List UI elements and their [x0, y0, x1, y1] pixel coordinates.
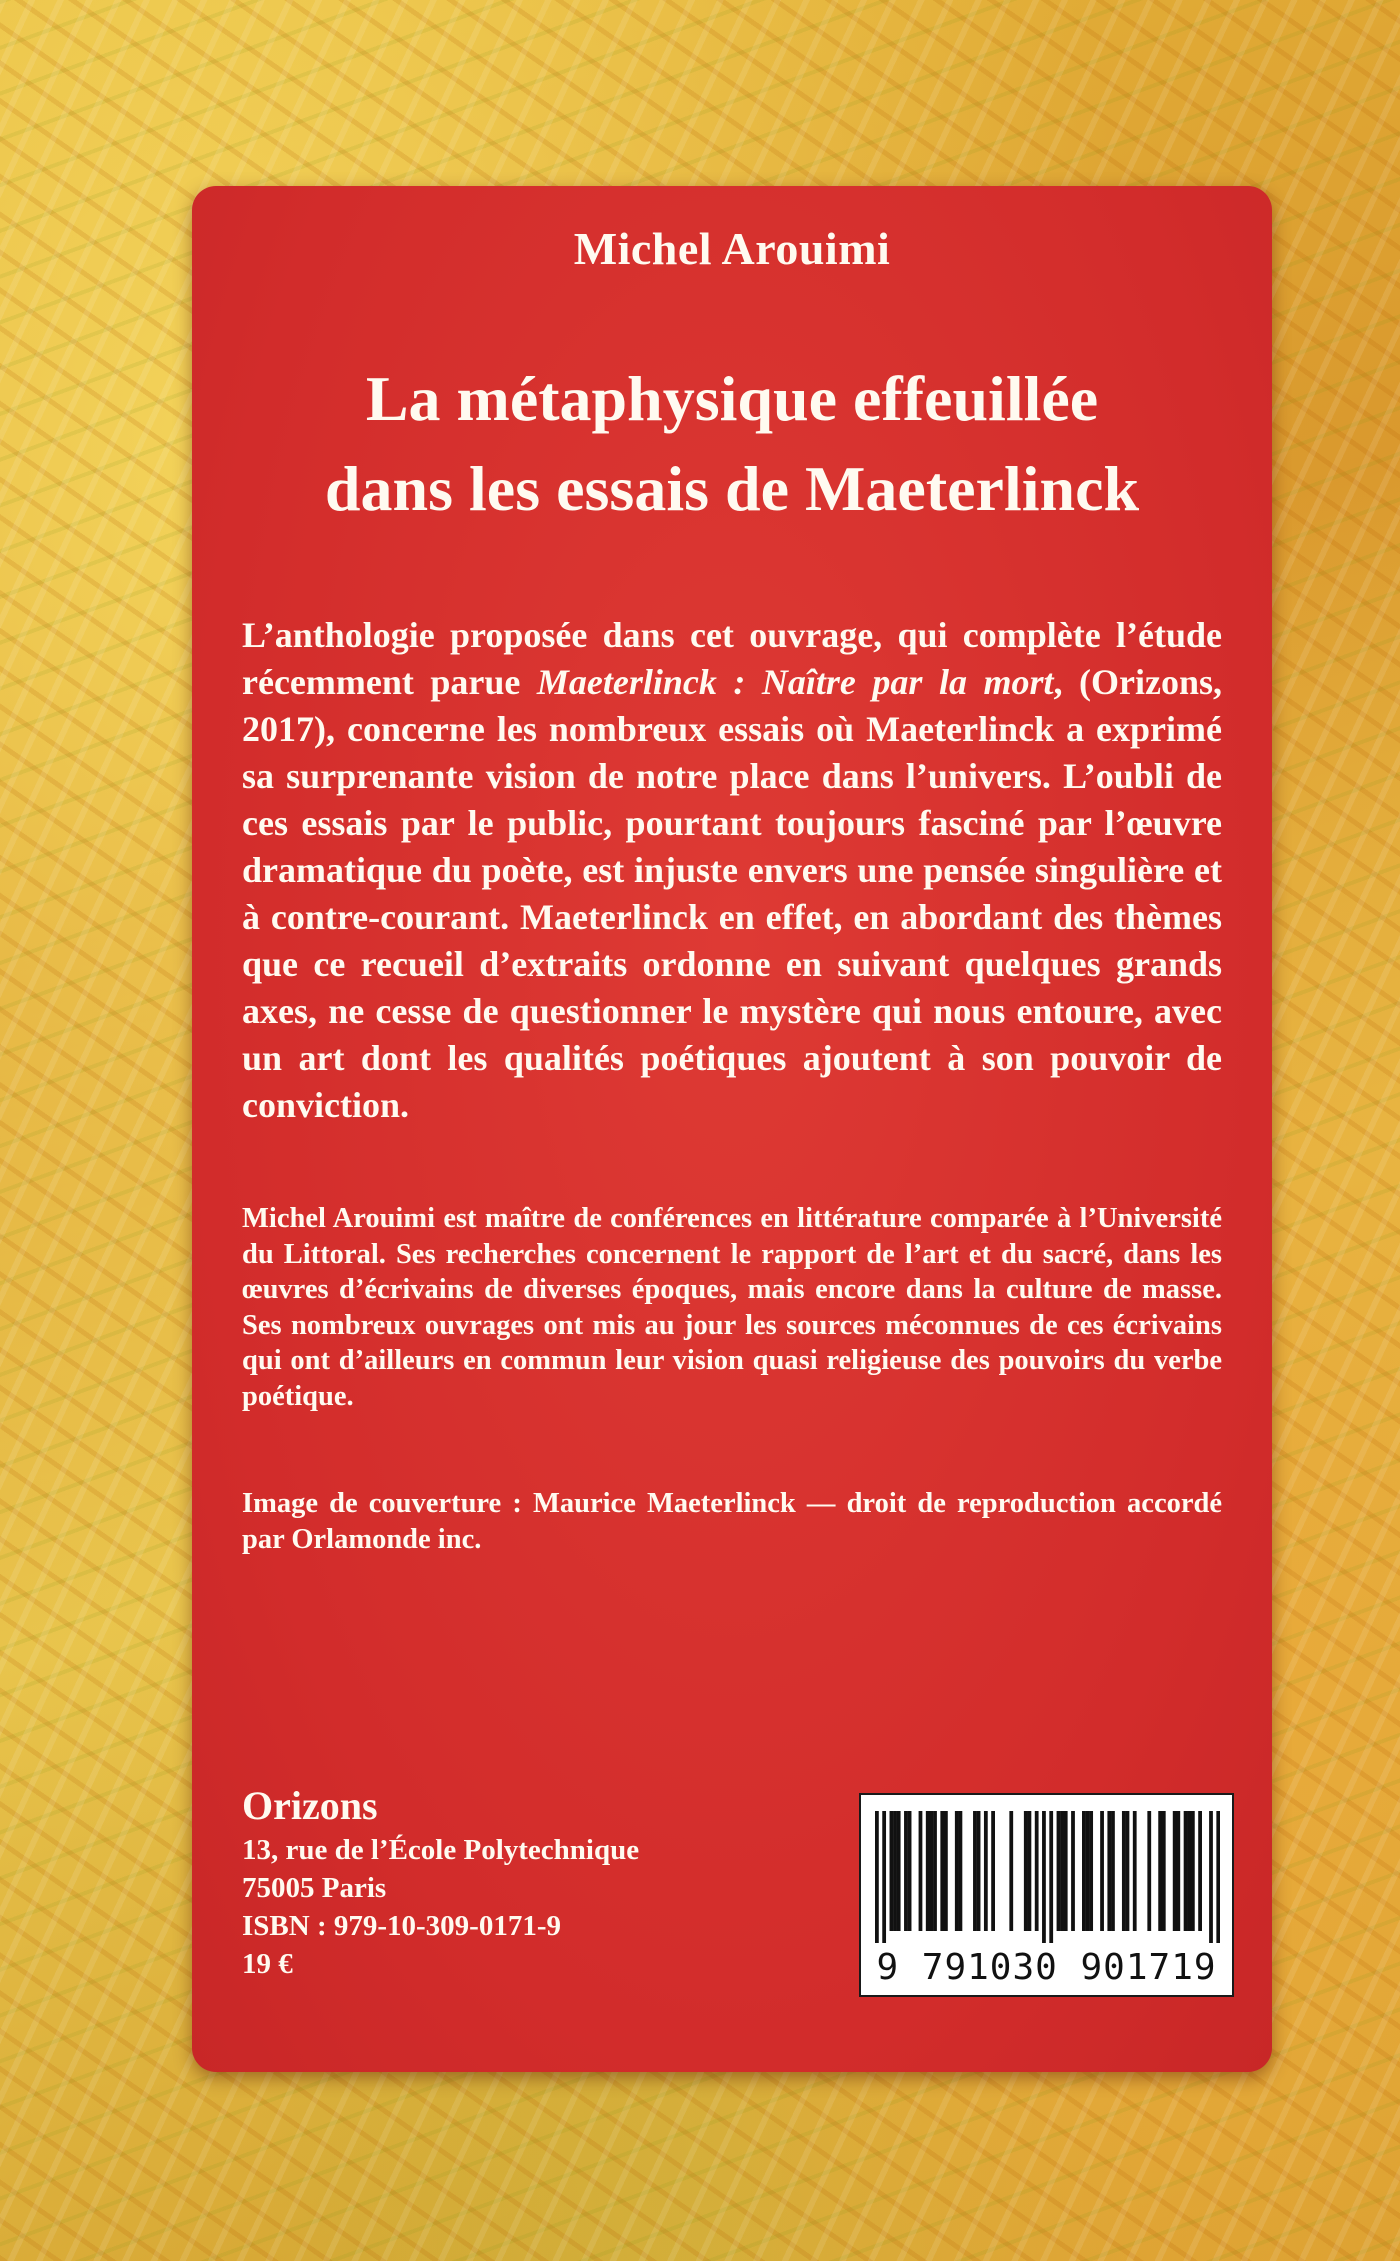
publisher-address-city: 75005 Paris: [242, 1872, 387, 1904]
barcode-bar: [955, 1811, 959, 1931]
barcode-bar: [1187, 1811, 1191, 1931]
publisher-name: Orizons: [242, 1783, 378, 1828]
barcode-bar: [1049, 1811, 1053, 1943]
barcode-bar: [904, 1811, 908, 1931]
barcode-bar: [933, 1811, 937, 1931]
barcode-bar: [1100, 1811, 1104, 1931]
barcode-bar: [944, 1811, 948, 1931]
barcode-bar: [1064, 1811, 1068, 1931]
barcode-bar: [1060, 1811, 1064, 1931]
price: 19 €: [242, 1948, 293, 1980]
barcode-bar: [890, 1811, 894, 1931]
publisher-address-street: 13, rue de l’École Polytechnique: [242, 1834, 640, 1866]
barcode-bar: [926, 1811, 930, 1931]
isbn-barcode: [859, 1793, 1234, 1997]
barcode-bar: [882, 1811, 886, 1943]
barcode-bar: [1107, 1811, 1111, 1931]
barcode-bar: [1042, 1811, 1046, 1943]
blurb-cited-title: Maeterlinck : Naître par la mort: [536, 662, 1054, 702]
barcode-bar: [1209, 1811, 1213, 1943]
barcode-bar: [1057, 1811, 1061, 1931]
barcode-bar: [908, 1811, 912, 1931]
barcode-bar: [919, 1811, 923, 1931]
back-cover-panel: [192, 186, 1272, 2072]
barcode-bar: [1191, 1811, 1195, 1931]
barcode-bar: [940, 1811, 944, 1931]
blurb-text-1: L’anthologie proposée dans cet ouvrage, qui complète l’étude récemment parue: [242, 615, 1222, 702]
barcode-bar: [1035, 1811, 1039, 1931]
blurb-text-2: , (Orizons, 2017), concerne les nombreux essais où Maeterlinck a exprimé sa surprenante vision de notre place dans l’univers. L’oubli de ces essais par le public, pourtant toujours fasciné par l’œuvre dramatique du poète, est injuste envers une pensée singulière et à contre-courant. Maeterlinck en effet, en abordant des thèmes que ce recueil d’extraits ordonne en suivant quelques grands axes, ne cesse de questionner le mystère qui nous entoure, avec un art dont les qualités poétiques ajoutent à son pouvoir de conviction.: [242, 662, 1222, 1125]
image-credit: Image de couverture : Maurice Maeterlinck — droit de reproduction accordé par Orlamonde inc.: [242, 1488, 1222, 1555]
barcode-bar: [893, 1811, 897, 1931]
barcode-digits: 9 791030 901719: [876, 1947, 1217, 1988]
author-name: Michel Arouimi: [573, 223, 891, 274]
barcode-bar: [977, 1811, 981, 1931]
barcode-bar: [897, 1811, 901, 1931]
isbn: ISBN : 979-10-309-0171-9: [242, 1910, 561, 1942]
barcode-bar: [1198, 1811, 1202, 1931]
barcode-bar: [1162, 1811, 1166, 1931]
barcode-bar: [1122, 1811, 1126, 1931]
book-title: [192, 354, 1272, 534]
barcode-bar: [875, 1811, 879, 1943]
barcode-bar: [1184, 1811, 1188, 1931]
barcode-bar: [959, 1811, 963, 1931]
barcode-bar: [1111, 1811, 1115, 1931]
publisher-info: [242, 1781, 639, 1983]
author-bio: Michel Arouimi est maître de conférences en littérature comparée à l’Université du Littoral. Ses recherches concernent le rapport de l’art et du sacré, dans les œuvres d’écrivains de diverses époques, mais encore dans la culture de masse. Ses nombreux ouvrages ont mis au jour les sources méconnues de ces écrivains qui ont d’ailleurs en commun leur vision quasi religieuse des pouvoirs du verbe poétique.: [242, 1203, 1222, 1412]
barcode-bar: [1173, 1811, 1177, 1931]
barcode-bar: [1082, 1811, 1086, 1931]
barcode-bars: [875, 1811, 1220, 1943]
title-line-1: La métaphysique effeuillée: [365, 363, 1099, 434]
barcode-bar: [1216, 1811, 1220, 1943]
barcode-bar: [1086, 1811, 1090, 1931]
title-line-2: dans les essais de Maeterlinck: [324, 453, 1140, 524]
barcode-bar: [1071, 1811, 1075, 1931]
barcode-bar: [1024, 1811, 1028, 1931]
barcode-bar: [929, 1811, 933, 1931]
barcode-bar: [984, 1811, 988, 1931]
barcode-bar: [1133, 1811, 1137, 1931]
barcode-bar: [991, 1811, 995, 1931]
barcode-bar: [1158, 1811, 1162, 1931]
barcode-bar: [973, 1811, 977, 1931]
barcode-bar: [1009, 1811, 1013, 1931]
barcode-bar: [1176, 1811, 1180, 1931]
barcode-bar: [1089, 1811, 1093, 1931]
barcode-bar: [1028, 1811, 1032, 1931]
book-blurb: [242, 612, 1222, 1129]
barcode-bar: [1126, 1811, 1130, 1931]
barcode-bar: [1147, 1811, 1151, 1931]
